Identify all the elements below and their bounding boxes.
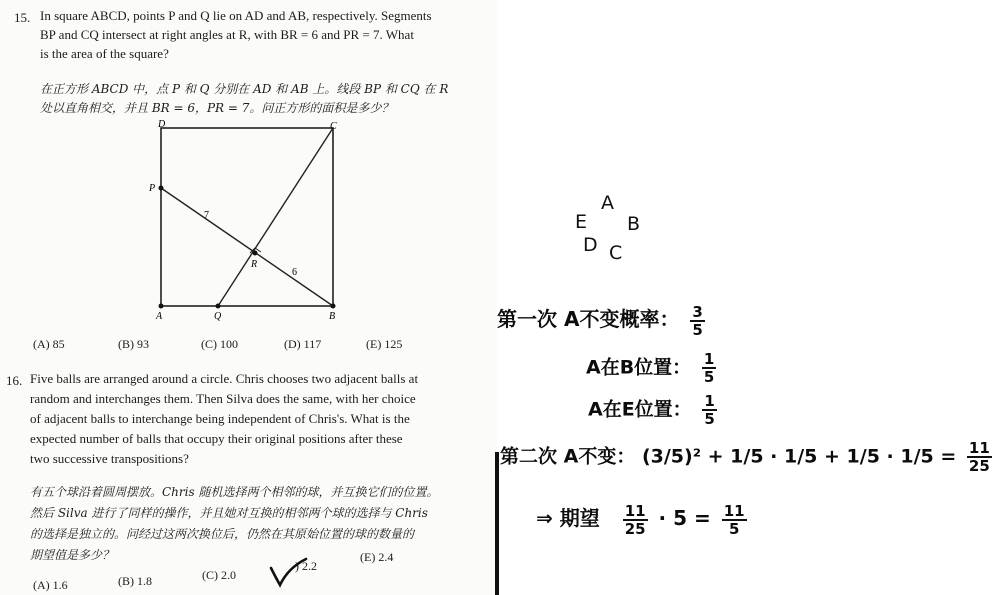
label-six: 6 xyxy=(292,267,297,278)
problem-16-zh-line-1: 有五个球沿着圆周摆放。Chris 随机选择两个相邻的球，并互换它们的位置。 xyxy=(30,485,439,499)
problem-16-number: 16. xyxy=(6,373,23,388)
problem-15-zh-line-1: 在正方形 ABCD 中，点 P 和 Q 分别在 AD 和 AB 上。线段 BP 和 CQ 在 R xyxy=(40,82,449,96)
label-b: B xyxy=(329,311,336,322)
label-a: A xyxy=(156,311,163,322)
fraction-11-5: $\frac{11}{5}$ xyxy=(723,501,745,538)
circle-letter-a: A xyxy=(601,192,614,214)
fraction-3-5: $\frac{3}{5}$ xyxy=(692,302,703,339)
note-line-4-expression: (3/5)² + 1/5 · 1/5 + 1/5 · 1/5 = xyxy=(641,445,957,468)
problem-15-en-line-3: is the area of the square? xyxy=(40,46,169,61)
label-p: P xyxy=(149,183,156,194)
problem-16-choice-c: (C) 2.0 xyxy=(202,568,236,582)
note-line-2-label: A在B位置： xyxy=(586,356,692,379)
problem-15-choice-c: (C) 100 xyxy=(201,337,238,351)
note-line-4 xyxy=(500,440,996,474)
note-line-3-label: A在E位置： xyxy=(588,398,692,421)
fraction-11-25: $\frac{11}{25}$ xyxy=(968,439,990,475)
problem-15-choice-a: (A) 85 xyxy=(33,337,65,351)
problem-16-choice-e: (E) 2.4 xyxy=(360,550,394,564)
segment-bp xyxy=(161,188,333,306)
page-edge xyxy=(495,452,499,595)
problem-16-zh-line-3: 的选择是独立的。问经过这两次换位后，仍然在其原始位置的球的数量的 xyxy=(30,527,415,541)
note-line-4-label: 第二次 A不变： xyxy=(500,445,636,468)
note-line-5-label: ⇒ 期望 xyxy=(536,506,600,530)
note-line-2 xyxy=(586,351,720,385)
square-figure xyxy=(140,118,360,330)
point-b xyxy=(331,304,336,309)
problem-15-choice-b: (B) 93 xyxy=(118,337,149,351)
label-seven: 7 xyxy=(204,210,209,221)
problem-16-en-line-1: Five balls are arranged around a circle. Chris chooses two adjacent balls at xyxy=(30,371,419,386)
problem-16-en-line-5: two successive transpositions? xyxy=(30,451,189,466)
problem-15-zh-line-2: 处以直角相交，并且 BR = 6，PR = 7。问正方形的面积是多少？ xyxy=(40,101,394,115)
fraction-1-5-e: $\frac{1}{5}$ xyxy=(704,392,715,428)
problem-15-en-line-1: In square ABCD, points P and Q lie on AD and AB, respectively. Segments xyxy=(40,8,432,23)
label-r: R xyxy=(251,259,258,270)
label-d: D xyxy=(158,119,166,130)
point-a xyxy=(159,304,164,309)
problem-16-en-line-4: expected number of balls that occupy their original positions after these xyxy=(30,431,403,446)
problem-16-zh-line-2: 然后 Silva 进行了同样的操作，并且她对互换的相邻两个球的选择与 Chris xyxy=(30,506,428,520)
problem-15-choice-e: (E) 125 xyxy=(366,337,403,351)
circle-letter-c: C xyxy=(609,242,623,264)
point-p xyxy=(159,186,164,191)
problem-15-number: 15. xyxy=(14,10,31,25)
fraction-11-25-expectation: $\frac{11}{25}$ xyxy=(624,501,646,538)
circle-letter-e: E xyxy=(575,211,588,233)
segment-cq xyxy=(218,128,333,306)
note-line-3 xyxy=(588,393,721,427)
problem-16-en-line-3: of adjacent balls to interchange being independent of Chris's. What is the xyxy=(30,411,410,426)
note-line-1 xyxy=(497,303,709,338)
note-line-5-middle: · 5 = xyxy=(658,506,711,530)
point-r xyxy=(253,251,258,256)
printed-page xyxy=(0,0,497,595)
point-q xyxy=(216,304,221,309)
fraction-1-5-b: $\frac{1}{5}$ xyxy=(703,350,715,386)
note-line-1-label: 第一次 A不变概率： xyxy=(497,307,680,331)
circle-letter-b: B xyxy=(627,213,641,235)
label-c: C xyxy=(330,121,337,132)
label-q: Q xyxy=(214,311,222,322)
problem-15-choice-d: (D) 117 xyxy=(284,337,322,351)
problem-16-zh-line-4: 期望值是多少？ xyxy=(30,548,115,562)
circle-letter-d: D xyxy=(583,234,598,256)
problem-16-choice-a: (A) 1.6 xyxy=(33,578,68,592)
problem-16-en-line-2: random and interchanges them. Then Silva does the same, with her choice xyxy=(30,391,416,406)
problem-15-en-line-2: BP and CQ intersect at right angles at R, with BR = 6 and PR = 7. What xyxy=(40,27,414,42)
note-line-5 xyxy=(536,502,751,537)
square-abcd xyxy=(161,128,333,306)
problem-16-choice-b: (B) 1.8 xyxy=(118,574,152,588)
checkmark-icon xyxy=(268,558,308,588)
problem-16-choice-d: ) 2.2 xyxy=(295,559,317,573)
